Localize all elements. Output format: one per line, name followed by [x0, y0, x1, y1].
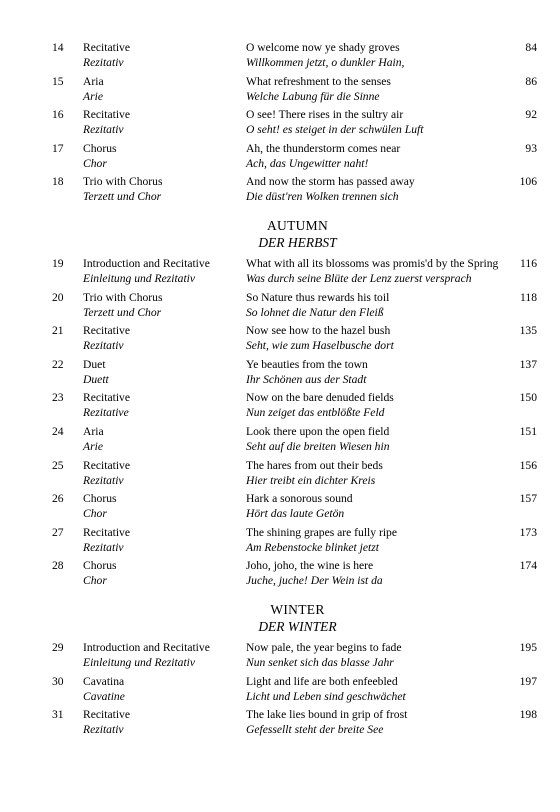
page-number: 157: [519, 492, 537, 506]
page-number: 173: [519, 525, 537, 539]
contents-row: [0, 525, 560, 559]
section-heading-autumn: [0, 208, 560, 256]
movement-title: O see! There rises in the sultry air O seht! es steiget in der schwülen Luft: [246, 108, 424, 137]
movement-type: Chorus Chor: [83, 559, 117, 588]
page-number: 197: [519, 674, 537, 688]
movement-title: And now the storm has passed away Die düst'ren Wolken trennen sich: [246, 175, 415, 204]
movement-title: The lake lies bound in grip of frost Gefessellt steht der breite See: [246, 708, 408, 737]
section-title: WINTER: [270, 601, 325, 617]
movement-type: Introduction and Recitative Einleitung und Rezitativ: [83, 256, 210, 285]
contents-page: [0, 40, 560, 741]
movement-title: The hares from out their beds Hier treibt ein dichter Kreis: [246, 458, 383, 487]
page-number: 118: [520, 290, 537, 304]
movement-type: Chorus Chor: [83, 492, 117, 521]
movement-type: Recitative Rezitativ: [83, 458, 130, 487]
contents-row: [0, 390, 560, 424]
movement-type: Recitative Rezitative: [83, 391, 130, 420]
contents-row: [0, 174, 560, 208]
movement-title: Look there upon the open field Seht auf die breiten Wiesen hin: [246, 424, 390, 453]
movement-title: Now on the bare denuded fields Nun zeiget das entblößte Feld: [246, 391, 394, 420]
movement-title: Ah, the thunderstorm comes near Ach, das Ungewitter naht!: [246, 141, 401, 170]
contents-row: [0, 674, 560, 708]
number-no: 22: [52, 357, 64, 371]
page-number: 198: [519, 708, 537, 722]
number-no: 30: [52, 674, 64, 688]
page-number: 137: [519, 357, 537, 371]
section-heading-winter: [0, 592, 560, 640]
movement-title: Joho, joho, the wine is here Juche, juche! Der Wein ist da: [246, 559, 383, 588]
movement-type: Trio with Chorus Terzett und Chor: [83, 290, 163, 319]
section-subtitle: DER HERBST: [258, 234, 337, 250]
movement-type: Chorus Chor: [83, 141, 117, 170]
number-no: 15: [52, 74, 64, 88]
contents-row: [0, 256, 560, 290]
movement-title: Light and life are both enfeebled Licht und Leben sind geschwächet: [246, 674, 406, 703]
movement-title: What with all its blossoms was promis'd by the Spring Was durch seine Blüte der Lenz zuerst versprach: [246, 256, 499, 285]
page-number: 135: [519, 324, 537, 338]
movement-type: Aria Arie: [83, 74, 104, 103]
number-no: 19: [52, 256, 64, 270]
page-number: 151: [519, 424, 537, 438]
movement-type: Duet Duett: [83, 357, 109, 386]
number-no: 27: [52, 525, 64, 539]
movement-title: O welcome now ye shady groves Willkommen jetzt, o dunkler Hain,: [246, 41, 405, 69]
number-no: 24: [52, 424, 64, 438]
section-summer-continued: [0, 40, 560, 208]
contents-row: [0, 74, 560, 108]
movement-type: Recitative Rezitativ: [83, 525, 130, 554]
movement-type: Recitative Rezitativ: [83, 108, 130, 137]
movement-type: Recitative Rezitativ: [83, 324, 130, 353]
number-no: 23: [52, 391, 64, 405]
contents-row: [0, 491, 560, 525]
contents-row: [0, 558, 560, 592]
movement-type: Cavatina Cavatine: [83, 674, 125, 703]
contents-row: [0, 707, 560, 741]
movement-title: So Nature thus rewards his toil So lohnet die Natur den Fleiß: [246, 290, 390, 319]
contents-row: [0, 141, 560, 175]
number-no: 16: [52, 108, 64, 122]
contents-row: [0, 640, 560, 674]
page-number: 92: [525, 108, 537, 122]
section-autumn: [0, 256, 560, 592]
section-subtitle: DER WINTER: [258, 618, 337, 634]
page-number: 84: [525, 41, 537, 54]
movement-title: What refreshment to the senses Welche Labung für die Sinne: [246, 74, 391, 103]
number-no: 25: [52, 458, 64, 472]
number-no: 14: [52, 41, 64, 54]
movement-title: Now pale, the year begins to fade Nun senket sich das blasse Jahr: [246, 640, 402, 669]
number-no: 29: [52, 640, 64, 654]
number-no: 31: [52, 708, 64, 722]
contents-row: [0, 40, 560, 74]
movement-type: Aria Arie: [83, 424, 104, 453]
number-no: 18: [52, 175, 64, 189]
movement-type: Recitative Rezitativ: [83, 708, 130, 737]
page-number: 86: [525, 74, 537, 88]
movement-title: Now see how to the hazel bush Seht, wie zum Haselbusche dort: [246, 324, 394, 353]
page-number: 174: [519, 559, 537, 573]
page-number: 195: [519, 640, 537, 654]
section-title: AUTUMN: [266, 217, 329, 233]
movement-title: The shining grapes are fully ripe Am Rebenstocke blinket jetzt: [246, 525, 397, 554]
movement-title: Ye beauties from the town Ihr Schönen aus der Stadt: [246, 357, 368, 386]
number-no: 26: [52, 492, 64, 506]
page-number: 156: [519, 458, 537, 472]
section-winter: [0, 640, 560, 741]
number-no: 28: [52, 559, 64, 573]
contents-row: [0, 424, 560, 458]
number-no: 17: [52, 141, 64, 155]
contents-row: [0, 357, 560, 391]
contents-row: [0, 458, 560, 492]
contents-row: [0, 107, 560, 141]
movement-type: Trio with Chorus Terzett und Chor: [83, 175, 163, 204]
contents-row: [0, 290, 560, 324]
page-number: 93: [525, 141, 537, 155]
page-number: 150: [519, 391, 537, 405]
page-number: 106: [519, 175, 537, 189]
number-no: 21: [52, 324, 64, 338]
movement-type: Recitative Rezitativ: [83, 41, 130, 69]
contents-row: [0, 323, 560, 357]
movement-type: Introduction and Recitative Einleitung und Rezitativ: [83, 640, 210, 669]
number-no: 20: [52, 290, 64, 304]
page-number: 116: [520, 256, 537, 270]
movement-title: Hark a sonorous sound Hört das laute Getön: [246, 492, 353, 521]
